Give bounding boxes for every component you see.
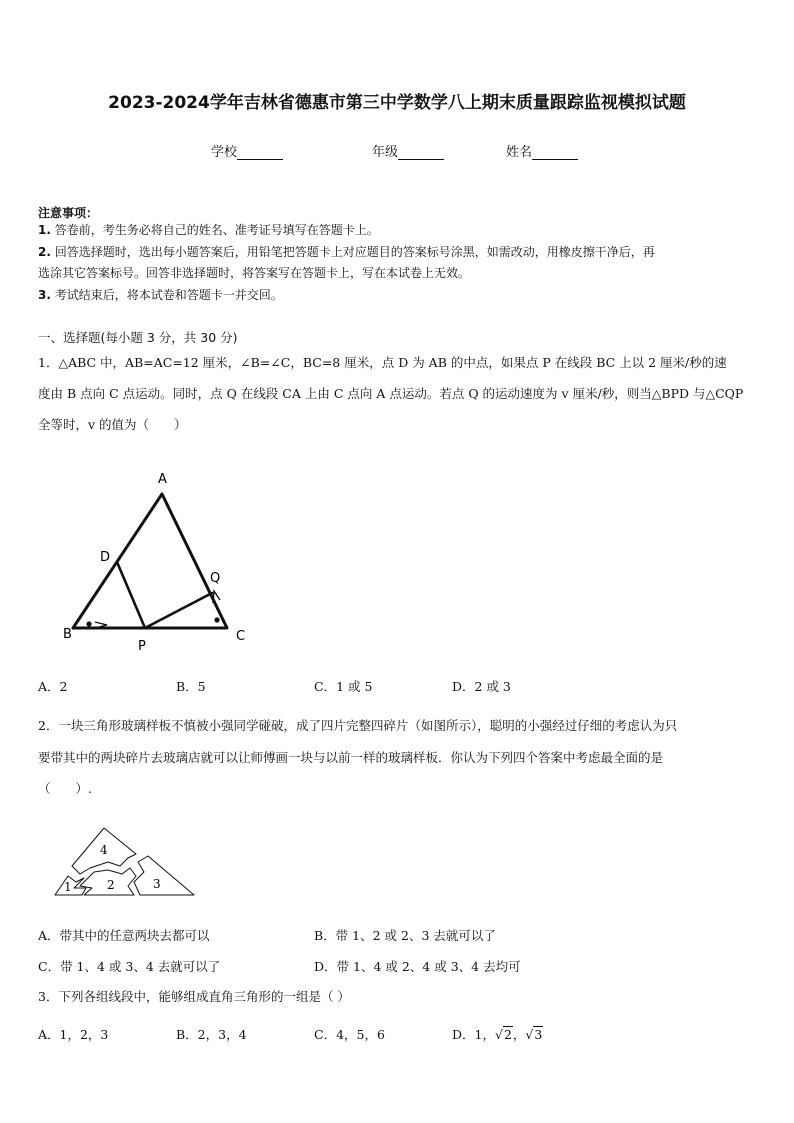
note-3-text: 考试结束后，将本试卷和答题卡一并交回。 [54, 288, 283, 302]
sqrt-2-radicand: 2 [503, 1027, 512, 1042]
grade-field [372, 141, 444, 160]
q3-option-d-prefix: D．1， [452, 1027, 495, 1042]
school-blank [237, 147, 283, 160]
piece-2-label: 2 [107, 878, 115, 892]
q3-option-d-sep: ， [512, 1027, 526, 1042]
label-Q: Q [210, 571, 221, 586]
note-1-num: 1. [38, 223, 51, 237]
label-P: P [138, 639, 146, 654]
sqrt-2: √2 [494, 1027, 512, 1042]
q1-triangle-figure [55, 465, 265, 660]
grade-label: 年级 [372, 145, 399, 160]
piece-3-label: 3 [153, 877, 161, 891]
note-3-num: 3. [38, 288, 51, 302]
name-field [506, 141, 578, 160]
school-label: 学校 [211, 145, 238, 160]
note-3 [38, 285, 758, 306]
section-heading: 一、选择题(每小题 3 分，共 30 分) [38, 330, 238, 345]
label-B: B [63, 627, 72, 642]
label-C: C [236, 629, 246, 644]
page-title: 2023-2024学年吉林省德惠市第三中学数学八上期末质量跟踪监视模拟试题 [108, 93, 686, 113]
note-2-text-b: 选涂其它答案标号。回答非选择题时，将答案写在答题卡上，写在本试卷上无效。 [38, 266, 471, 280]
q1-option-c: C．1 或 5 [314, 679, 373, 694]
q2-line-3: （ ）. [38, 781, 92, 796]
q2-option-c: C．带 1、4 或 3、4 去就可以了 [38, 959, 221, 974]
q2-option-d: D．带 1、4 或 2、4 或 3、4 去均可 [314, 959, 521, 974]
note-2a [38, 242, 758, 263]
q1-option-a: A．2 [38, 679, 68, 694]
label-D: D [100, 550, 111, 565]
q3-option-d [452, 1025, 543, 1043]
q1-line-3: 全等时，v 的值为（ ） [38, 417, 187, 432]
q3-option-a: A．1，2，3 [38, 1027, 109, 1042]
q3-option-c: C．4，5，6 [314, 1027, 385, 1042]
q2-line-1: 2．一块三角形玻璃样板不慎被小强同学碰破，成了四片完整四碎片（如图所示），聪明的小强经过仔细的考虑认为只 [38, 718, 678, 733]
piece-1-label: 1 [64, 880, 72, 894]
note-1-text: 答卷前，考生务必将自己的姓名、准考证号填写在答题卡上。 [54, 223, 379, 237]
grade-blank [398, 147, 444, 160]
q1-option-d: D．2 或 3 [452, 679, 511, 694]
notes-heading: 注意事项： [38, 206, 99, 220]
sqrt-3-radicand: 3 [534, 1027, 543, 1042]
note-2-num: 2. [38, 245, 51, 259]
q2-option-a: A．带其中的任意两块去都可以 [38, 928, 210, 943]
label-A: A [158, 472, 167, 487]
school-field [211, 141, 283, 160]
q2-line-2: 要带其中的两块碎片去玻璃店就可以让师傅画一块与以前一样的玻璃样板．你认为下列四个答案中考虑最全面的是 [38, 750, 664, 765]
q2-option-b: B．带 1、2 或 2、3 去就可以了 [314, 928, 496, 943]
q3-stem: 3．下列各组线段中，能够组成直角三角形的一组是（ ） [38, 989, 350, 1004]
q1-option-b: B．5 [176, 679, 206, 694]
note-1 [38, 220, 758, 241]
q1-line-1: 1．△ABC 中，AB=AC=12 厘米，∠B=∠C，BC=8 厘米，点 D 为 AB 的中点，如果点 P 在线段 BC 上以 2 厘米/秒的速 [38, 355, 727, 370]
q3-option-b: B．2，3，4 [176, 1027, 247, 1042]
note-2b [38, 263, 758, 284]
name-label: 姓名 [506, 145, 533, 160]
name-blank [532, 147, 578, 160]
note-2-text-a: 回答选择题时，选出每小题答案后，用铅笔把答题卡上对应题目的答案标号涂黑，如需改动，用橡皮擦干净后，再 [54, 245, 655, 259]
q2-broken-glass-figure [50, 822, 200, 900]
piece-4-label: 4 [100, 843, 108, 857]
sqrt-3: √3 [525, 1027, 543, 1042]
q1-line-2: 度由 B 点向 C 点运动。同时，点 Q 在线段 CA 上由 C 点向 A 点运动。若点 Q 的运动速度为 v 厘米/秒，则当△BPD 与△CQP [38, 386, 744, 401]
